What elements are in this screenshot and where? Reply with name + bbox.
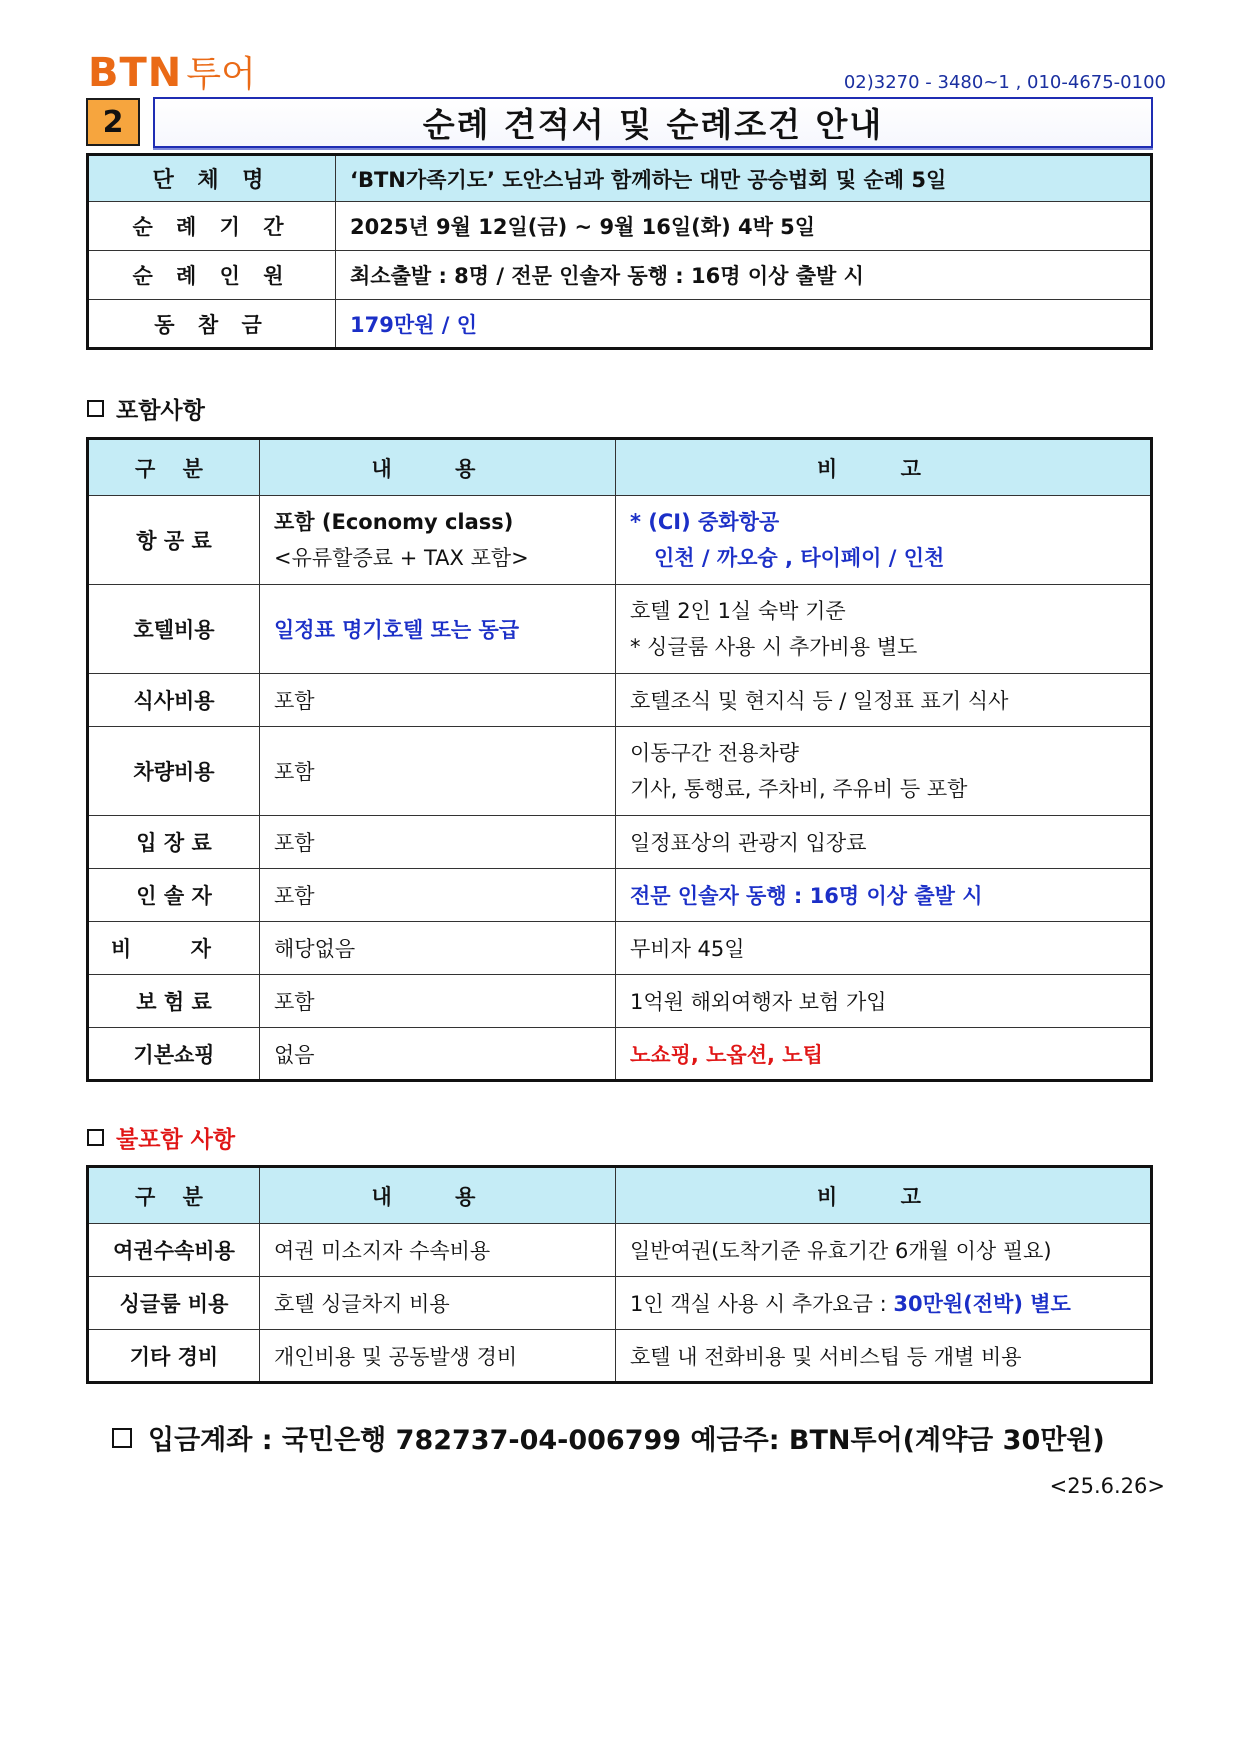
table-row: [88, 869, 1152, 922]
row-content: 여권 미소지자 수속비용: [260, 1224, 616, 1277]
row-category: 항 공 료: [88, 496, 260, 585]
checkbox-icon: [112, 1428, 132, 1448]
logo-text-en: BTN: [88, 50, 183, 96]
summary-row: [88, 300, 1152, 349]
row-category: 호텔비용: [88, 585, 260, 674]
row-content: 호텔 싱글차지 비용: [260, 1277, 616, 1330]
table-row: [88, 496, 1152, 585]
row-note: [616, 585, 1152, 674]
page-title-box: [153, 97, 1153, 148]
row-note-line: 인천 / 까오슝 , 타이페이 / 인천: [654, 546, 945, 570]
summary-row: [88, 251, 1152, 300]
table-row: [88, 922, 1152, 975]
row-note: [616, 727, 1152, 816]
row-content: 포함: [260, 727, 616, 816]
col-header-content: 내 용: [260, 1167, 616, 1224]
excluded-table: [86, 1165, 1153, 1384]
row-content: 해당없음: [260, 922, 616, 975]
row-category: 여권수속비용: [88, 1224, 260, 1277]
row-note: 호텔 내 전화비용 및 서비스팁 등 개별 비용: [616, 1330, 1152, 1383]
document-date: <25.6.26>: [1049, 1474, 1165, 1498]
row-note-line: * 싱글룸 사용 시 추가비용 별도: [630, 635, 918, 659]
row-content: 일정표 명기호텔 또는 동급: [260, 585, 616, 674]
section-number-badge: 2: [86, 98, 140, 146]
row-content: 개인비용 및 공동발생 경비: [260, 1330, 616, 1383]
table-row: [88, 727, 1152, 816]
row-note-highlight: 30만원(전박) 별도: [893, 1292, 1071, 1316]
table-row: [88, 1224, 1152, 1277]
col-header-note: 비 고: [616, 439, 1152, 496]
checkbox-icon: [87, 1129, 104, 1146]
excluded-heading-text: 불포함 사항: [116, 1127, 236, 1153]
summary-row: [88, 202, 1152, 251]
row-category: 식사비용: [88, 674, 260, 727]
excluded-header-row: [88, 1167, 1152, 1224]
row-note: 호텔조식 및 현지식 등 / 일정표 표기 식사: [616, 674, 1152, 727]
page-title: 순례 견적서 및 순례조건 안내: [422, 105, 884, 144]
row-content-line: <유류할증료 + TAX 포함>: [274, 546, 529, 570]
row-content: 없음: [260, 1028, 616, 1081]
row-content: [260, 496, 616, 585]
contact-phone: 02)3270 - 3480~1 , 010-4675-0100: [843, 72, 1166, 93]
row-note: [616, 496, 1152, 585]
included-heading-text: 포함사항: [116, 398, 205, 424]
row-category: 싱글룸 비용: [88, 1277, 260, 1330]
row-content: 포함: [260, 869, 616, 922]
row-category: 차량비용: [88, 727, 260, 816]
col-header-content: 내 용: [260, 439, 616, 496]
summary-table: [86, 153, 1153, 350]
row-note: 일정표상의 관광지 입장료: [616, 816, 1152, 869]
table-row: [88, 1277, 1152, 1330]
logo-text-ko: 투어: [186, 54, 256, 95]
table-row: [88, 975, 1152, 1028]
account-info: [112, 1418, 1105, 1457]
summary-value-people: 최소출발 : 8명 / 전문 인솔자 동행 : 16명 이상 출발 시: [336, 251, 1152, 300]
company-logo: [88, 52, 256, 94]
row-note: 일반여권(도착기준 유효기간 6개월 이상 필요): [616, 1224, 1152, 1277]
row-content-line: 포함 (Economy class): [274, 510, 514, 534]
included-header-row: [88, 439, 1152, 496]
col-header-category: 구 분: [88, 1167, 260, 1224]
row-content: 포함: [260, 816, 616, 869]
row-note: 전문 인솔자 동행 : 16명 이상 출발 시: [616, 869, 1152, 922]
table-row: [88, 585, 1152, 674]
summary-label: 동 참 금: [88, 300, 336, 349]
row-note-line: 호텔 2인 1실 숙박 기준: [630, 599, 846, 623]
row-note: 노쇼핑, 노옵션, 노팁: [616, 1028, 1152, 1081]
row-note-line: * (CI) 중화항공: [630, 510, 780, 534]
row-category: 기본쇼핑: [88, 1028, 260, 1081]
col-header-category: 구 분: [88, 439, 260, 496]
table-row: [88, 1330, 1152, 1383]
row-note-plain: 1인 객실 사용 시 추가요금 :: [630, 1292, 894, 1316]
table-row: [88, 674, 1152, 727]
account-text: 입금계좌 : 국민은행 782737-04-006799 예금주: BTN투어(계약금 30만원): [148, 1425, 1105, 1456]
checkbox-icon: [87, 400, 104, 417]
summary-value-price: 179만원 / 인: [336, 300, 1152, 349]
table-row: [88, 1028, 1152, 1081]
row-note: 무비자 45일: [616, 922, 1152, 975]
row-note-line: 기사, 통행료, 주차비, 주유비 등 포함: [630, 777, 968, 801]
row-content: 포함: [260, 674, 616, 727]
table-row: [88, 816, 1152, 869]
row-category: 인 솔 자: [88, 869, 260, 922]
row-category: 보 험 료: [88, 975, 260, 1028]
included-table: [86, 437, 1153, 1082]
row-category: 기타 경비: [88, 1330, 260, 1383]
row-note-line: 이동구간 전용차량: [630, 741, 799, 765]
row-content: 포함: [260, 975, 616, 1028]
summary-label: 순 례 인 원: [88, 251, 336, 300]
included-heading: [87, 392, 205, 425]
summary-label: 단 체 명: [88, 155, 336, 202]
summary-value-period: 2025년 9월 12일(금) ~ 9월 16일(화) 4박 5일: [336, 202, 1152, 251]
excluded-heading: [87, 1121, 235, 1154]
summary-label: 순 례 기 간: [88, 202, 336, 251]
row-category: 비 자: [88, 922, 260, 975]
row-category: 입 장 료: [88, 816, 260, 869]
row-note: 1억원 해외여행자 보험 가입: [616, 975, 1152, 1028]
row-note: [616, 1277, 1152, 1330]
summary-value-group-name: ‘BTN가족기도’ 도안스님과 함께하는 대만 공승법회 및 순례 5일: [336, 155, 1152, 202]
col-header-note: 비 고: [616, 1167, 1152, 1224]
summary-row: [88, 155, 1152, 202]
